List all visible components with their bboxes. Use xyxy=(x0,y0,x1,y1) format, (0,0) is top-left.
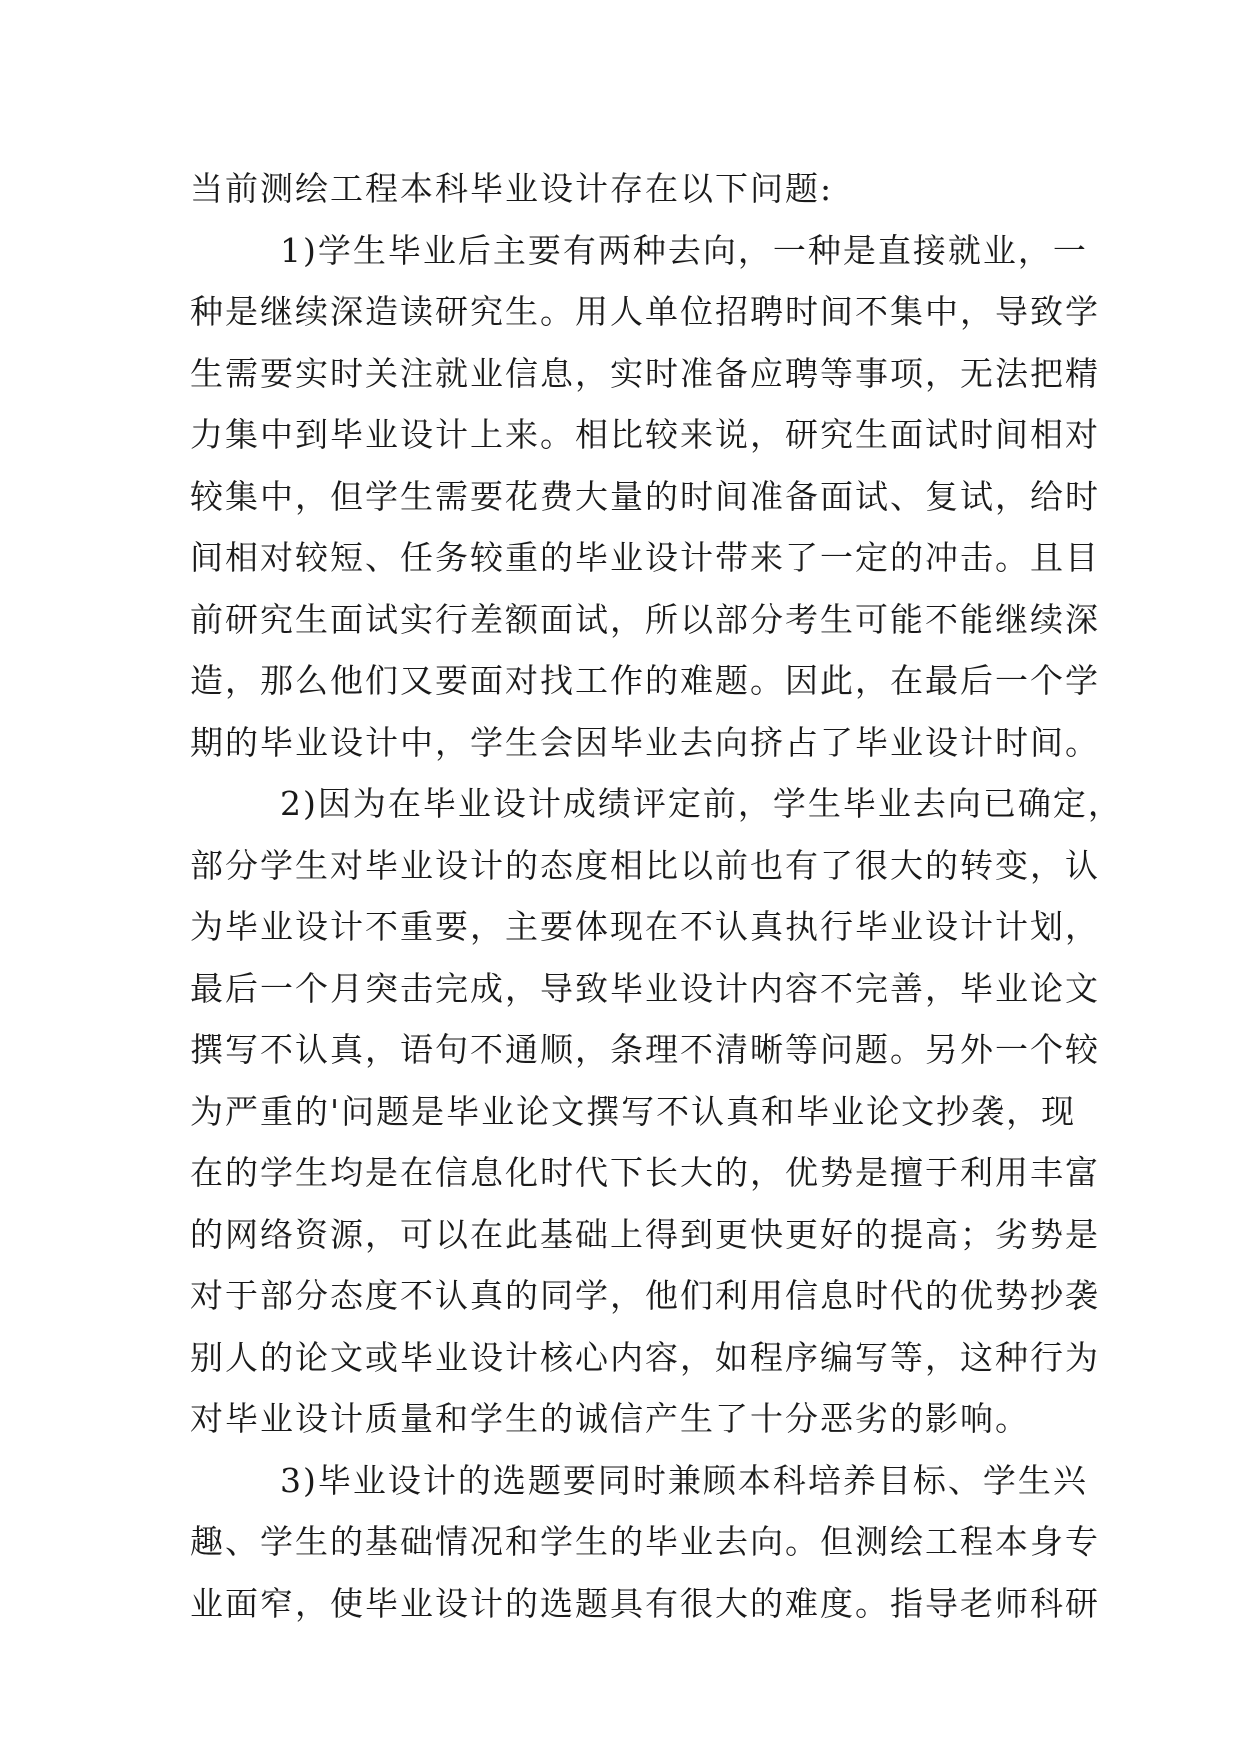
text-line: 力集中到毕业设计上来。相比较来说，研究生面试时间相对 xyxy=(190,415,1100,454)
text-line: 生需要实时关注就业信息，实时准备应聘等事项，无法把精 xyxy=(190,353,1100,393)
text-line: 造，那么他们又要面对找工作的难题。因此，在最后一个学 xyxy=(190,661,1100,700)
text-line: 为严重的'问题是毕业论文撰写不认真和毕业论文抄袭，现 xyxy=(190,1091,1077,1131)
text-line: 业面窄，使毕业设计的选题具有很大的难度。指导老师科研 xyxy=(190,1583,1100,1623)
text-line: 当前测绘工程本科毕业设计存在以下问题: xyxy=(190,169,834,208)
text-line: 2)因为在毕业设计成绩评定前，学生毕业去向已确定， xyxy=(280,784,1123,823)
text-line: 前研究生面试实行差额面试，所以部分考生可能不能继续深 xyxy=(190,599,1100,639)
text-line: 在的学生均是在信息化时代下长大的，优势是擅于利用丰富 xyxy=(190,1153,1100,1192)
text-line: 种是继续深造读研究生。用人单位招聘时间不集中，导致学 xyxy=(190,292,1100,331)
text-line: 最后一个月突击完成，导致毕业设计内容不完善，毕业论文 xyxy=(190,968,1100,1008)
text-line: 为毕业设计不重要，主要体现在不认真执行毕业设计计划， xyxy=(190,907,1100,946)
text-line: 1)学生毕业后主要有两种去向，一种是直接就业，一 xyxy=(280,230,1088,270)
text-line: 较集中，但学生需要花费大量的时间准备面试、复试，给时 xyxy=(190,476,1100,516)
text-line: 期的毕业设计中，学生会因毕业去向挤占了毕业设计时间。 xyxy=(190,722,1100,762)
text-line: 对于部分态度不认真的同学，他们利用信息时代的优势抄袭 xyxy=(190,1276,1100,1315)
text-line: 别人的论文或毕业设计核心内容，如程序编写等，这种行为 xyxy=(190,1337,1100,1377)
text-line: 部分学生对毕业设计的态度相比以前也有了很大的转变，认 xyxy=(190,845,1100,885)
body-text xyxy=(190,158,1123,1634)
text-line: 间相对较短、任务较重的毕业设计带来了一定的冲击。且目 xyxy=(190,538,1100,577)
text-line: 对毕业设计质量和学生的诚信产生了十分恶劣的影响。 xyxy=(190,1399,1030,1438)
text-line: 的网络资源，可以在此基础上得到更快更好的提高；劣势是 xyxy=(190,1214,1100,1254)
text-line: 趣、学生的基础情况和学生的毕业去向。但测绘工程本身专 xyxy=(190,1522,1100,1561)
text-line: 3)毕业设计的选题要同时兼顾本科培养目标、学生兴 xyxy=(280,1460,1088,1500)
text-line: 撰写不认真，语句不通顺，条理不清晰等问题。另外一个较 xyxy=(190,1030,1100,1069)
